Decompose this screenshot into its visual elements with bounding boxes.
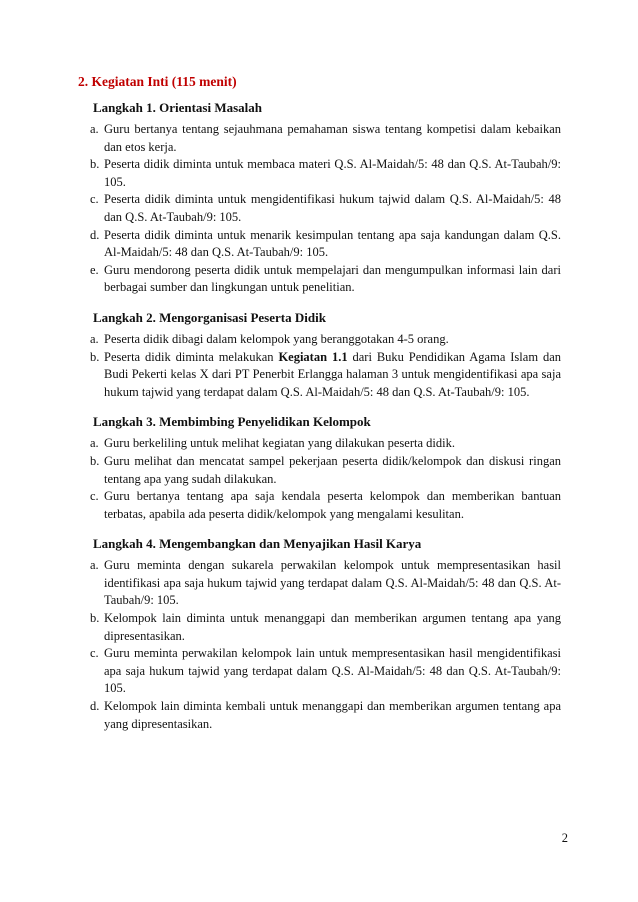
item-text: Peserta didik dibagi dalam kelompok yang beranggotakan 4-5 orang. <box>104 331 449 346</box>
page-number: 2 <box>561 831 568 845</box>
step-4 <box>90 535 561 733</box>
list-item <box>90 262 561 297</box>
list-item <box>90 557 561 610</box>
item-text: Guru meminta dengan sukarela perwakilan kelompok untuk mempresentasikan hasil identifikasi apa saja hukum tajwid yang terdapat dalam Q.S. Al-Maidah/5: 48 dan Q.S. At-Taubah/9: 105. <box>104 558 561 608</box>
step-1 <box>90 99 561 297</box>
section-title: 2. Kegiatan Inti (115 menit) <box>78 74 237 89</box>
list-item <box>90 156 561 191</box>
item-label: a. <box>90 331 99 346</box>
item-text: Guru melihat dan mencatat sampel pekerjaan peserta didik/kelompok dan diskusi ringan tentang apa yang sudah dilakukan. <box>104 453 561 486</box>
step-2 <box>90 309 561 401</box>
item-text: Peserta didik diminta untuk menarik kesimpulan tentang apa saja kandungan dalam Q.S. Al-Maidah/5: 48 dan Q.S. At-Taubah/9: 105. <box>104 227 561 260</box>
item-label: d. <box>90 227 100 242</box>
item-text <box>104 349 561 402</box>
list-item <box>90 435 561 453</box>
item-text-end: dari Buku Pendidikan Agama Islam dan Budi Pekerti kelas X dari PT Penerbit Erlangga halaman 3 untuk mengidentifikasi apa saja hukum tajwid yang terdapat dalam Q.S. Al-Maidah/5: 48 dan Q.S. At-Taubah/9: 105. <box>104 349 561 399</box>
step-heading: Langkah 2. Mengorganisasi Peserta Didik <box>93 309 326 325</box>
item-label: b. <box>90 157 100 172</box>
item-label: b. <box>90 611 100 626</box>
list-item <box>90 488 561 523</box>
list-item <box>90 453 561 488</box>
item-label: b. <box>90 453 100 468</box>
item-text: Kelompok lain diminta kembali untuk menanggapi dan memberikan argumen tentang apa yang dipresentasikan. <box>104 699 561 731</box>
step-3 <box>90 413 561 523</box>
item-label: c. <box>90 646 99 661</box>
list-item <box>90 349 561 402</box>
item-text: Guru meminta perwakilan kelompok lain untuk mempresentasikan hasil mengidentifikasi apa saja hukum tajwid yang terdapat dalam Q.S. Al-Maidah/5: 48 dan Q.S. At-Taubah/9: 105. <box>104 646 561 696</box>
item-label: b. <box>90 349 100 364</box>
item-text: Guru mendorong peserta didik untuk mempelajari dan mengumpulkan informasi lain dari berbagai sumber dan lingkungan untuk penelitian. <box>104 262 561 295</box>
item-text: Guru bertanya tentang sejauhmana pemahaman siswa tentang kompetisi dalam kebaikan dan etos kerja. <box>104 122 561 154</box>
step-heading: Langkah 1. Orientasi Masalah <box>93 100 263 115</box>
list-item <box>90 610 561 645</box>
item-text: Guru berkeliling untuk melihat kegiatan yang dilakukan peserta didik. <box>104 436 455 451</box>
list-item <box>90 227 561 262</box>
item-label: a. <box>90 558 99 573</box>
item-label: d. <box>90 699 100 714</box>
list-item <box>90 645 561 698</box>
item-text: Peserta didik diminta untuk mengidentifikasi hukum tajwid dalam Q.S. Al-Maidah/5: 48 dan Q.S. At-Taubah/9: 105. <box>104 192 561 224</box>
list-item <box>90 698 561 733</box>
content-body <box>90 99 561 745</box>
item-label: a. <box>90 122 99 136</box>
step-heading: Langkah 3. Membimbing Penyelidikan Kelompok <box>93 414 371 430</box>
item-label: c. <box>90 489 99 504</box>
item-text: Guru bertanya tentang apa saja kendala peserta kelompok dan memberikan bantuan terbatas, apabila ada peserta didik/kelompok yang mengalami kesulitan. <box>104 489 561 521</box>
list-item <box>90 331 561 349</box>
list-item <box>90 191 561 226</box>
item-label: c. <box>90 192 99 207</box>
item-label: a. <box>90 436 99 451</box>
item-text: Kelompok lain diminta untuk menanggapi dan memberikan argumen tentang apa yang dipresentasikan. <box>104 611 561 643</box>
item-text: Peserta didik diminta untuk membaca materi Q.S. Al-Maidah/5: 48 dan Q.S. At-Taubah/9: 105. <box>104 157 561 189</box>
item-label: e. <box>90 262 99 277</box>
item-text-start: Peserta didik diminta melakukan <box>104 349 279 364</box>
list-item <box>90 121 561 156</box>
step-heading: Langkah 4. Mengembangkan dan Menyajikan Hasil Karya <box>93 536 422 552</box>
activity-reference: Kegiatan 1.1 <box>278 349 348 364</box>
